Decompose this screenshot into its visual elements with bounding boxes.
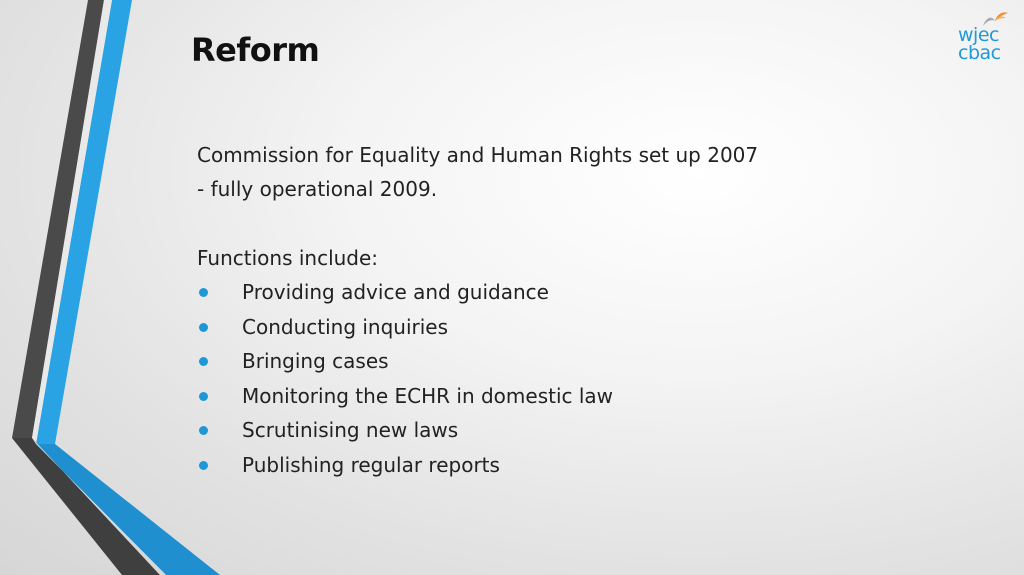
- intro-line-1: Commission for Equality and Human Rights set up 2007: [197, 143, 759, 167]
- list-item: [197, 275, 917, 310]
- functions-heading: Functions include:: [197, 246, 379, 270]
- list-item-text: Bringing cases: [242, 349, 389, 373]
- intro-line-2: - fully operational 2009.: [197, 177, 438, 201]
- slide-body: [197, 138, 917, 482]
- list-item-text: Publishing regular reports: [242, 452, 500, 477]
- list-item: [197, 448, 917, 483]
- bottom-dark-wedge: [12, 438, 160, 575]
- bullet-dot-icon: [199, 323, 208, 332]
- bullet-dot-icon: [199, 392, 208, 401]
- wjec-cbac-logo: [954, 8, 1010, 66]
- list-item-text: Conducting inquiries: [242, 314, 449, 339]
- list-item: [197, 344, 917, 379]
- spacer: [197, 206, 917, 241]
- list-item: [197, 413, 917, 448]
- bullet-dot-icon: [199, 426, 208, 435]
- list-item-text: Monitoring the ECHR in domestic law: [242, 383, 614, 408]
- list-item: [197, 310, 917, 345]
- list-item-text: Scrutinising new laws: [242, 418, 459, 442]
- logo-text-wjec: wjec: [958, 24, 999, 46]
- bullet-dot-icon: [199, 461, 208, 470]
- list-item-text: Providing advice and guidance: [242, 280, 549, 304]
- bullet-dot-icon: [199, 288, 208, 297]
- list-item: [197, 379, 917, 414]
- bullet-dot-icon: [199, 357, 208, 366]
- slide-title: Reform: [191, 31, 320, 69]
- light-stripe: [32, 0, 112, 444]
- functions-list: [197, 275, 917, 482]
- logo-text-cbac: cbac: [958, 42, 1001, 64]
